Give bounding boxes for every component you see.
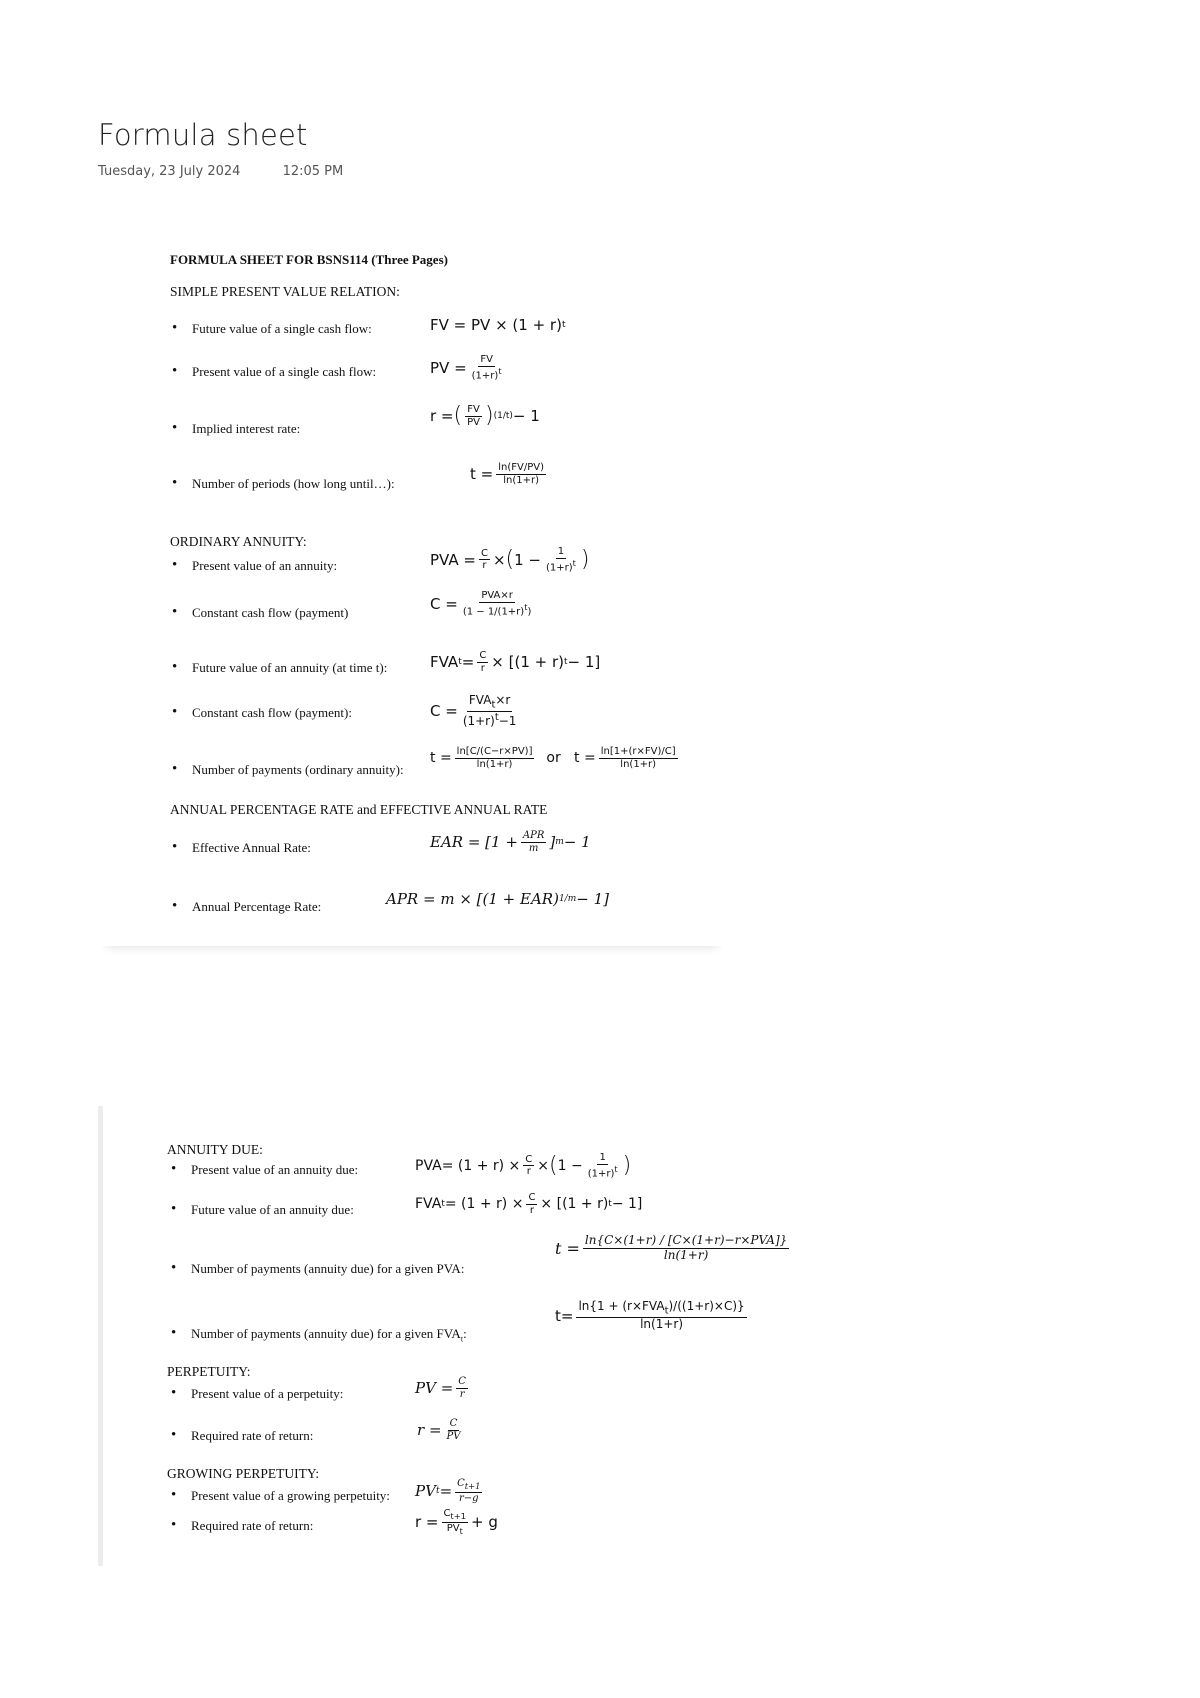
item-req-rate-2: • Required rate of return: [191,1518,313,1534]
formula-num-periods: t = $\frac{\ln(FV/PV)}{\ln(1+r)}$ [470,462,544,486]
item-pv-single: • Present value of a single cash flow: [192,364,376,380]
formula-num-pay-fva: t= $\frac{\ln\{1 + (r\times FVA_t)/((1+r)\times C)\}}{\ln(1+r)}$ [555,1299,745,1331]
item-pva: • Present value of an annuity: [192,558,337,574]
formula-num-payments-ord: t = $\frac{\ln[C/(C-r\times PV)]}{\ln(1+r)}$ or t = $\frac{\ln[1+(r\times FV)/C]}{\ln(1+r)}$ [430,746,676,770]
item-num-pay-pva: • Number of payments (annuity due) for a given PVA: [191,1261,464,1277]
item-fv-single: • Future value of a single cash flow: [192,321,372,337]
formula-implied-rate: r = ( $\frac{FV}{PV}$ ) (1/t) − 1 [430,403,540,428]
item-const-cf-2: • Constant cash flow (payment): [192,705,352,721]
item-num-pay-fva: • Number of payments (annuity due) for a given $FVA_t$: [191,1326,467,1344]
item-const-cf-1: • Constant cash flow (payment) [192,605,348,621]
formula-req-rate-1: r = $\frac{C}{PV}$ [417,1418,461,1442]
item-apr: • Annual Percentage Rate: [192,899,321,915]
item-num-periods: • Number of periods (how long until…): [192,476,395,492]
formula-fva: FVA t = $\frac{C}{r}$ × [(1 + r) t − 1] [430,650,601,674]
section-growing-perpetuity: GROWING PERPETUITY: [167,1466,320,1481]
sheet-heading: FORMULA SHEET FOR BSNS114 (Three Pages) [170,252,448,267]
page-time: 12:05 PM [282,164,344,179]
item-req-rate-1: • Required rate of return: [191,1428,313,1444]
item-num-pay-fva-label: Number of payments (annuity due) for a given FVA [191,1326,461,1341]
formula-ear: EAR = [1 + $\frac{\text{APR}}{m}$ ] m − 1 [430,830,591,854]
item-pv-perp: • Present value of a perpetuity: [191,1386,343,1402]
formula-pv-perp: PV = $\frac{C}{r}$ [415,1376,466,1400]
item-pv-growing: • Present value of a growing perpetuity: [191,1488,390,1504]
section-simple-pv: SIMPLE PRESENT VALUE RELATION: [170,284,400,299]
item-implied-rate: • Implied interest rate: [192,421,300,437]
formula-pva: PVA = $\frac{C}{r}$ × ( 1 − $\frac{1}{(1+r)^t}$ ) [430,546,590,573]
formula-apr: APR = m × [(1 + EAR) 1/m − 1] [386,890,609,908]
item-fva: • Future value of an annuity (at time t): [192,660,387,676]
item-fv-due: • Future value of an annuity due: [191,1202,354,1218]
section-ordinary-annuity: ORDINARY ANNUITY: [170,534,307,549]
page-date: Tuesday, 23 July 2024 [98,164,241,179]
formula-fv-single: FV = PV × (1 + r) t [430,316,566,334]
page-meta [98,164,343,179]
formula-const-cf-1: C = $\frac{\text{PVA×r}}{(1 - 1/(1+r)^t)}$ [430,590,532,617]
section-perpetuity: PERPETUITY: [167,1364,251,1379]
item-ear: • Effective Annual Rate: [192,840,311,856]
or-label: or [546,750,561,766]
formula-fv-due: FVA t = (1 + r) × $\frac{C}{r}$ × [(1 + r) t − 1] [415,1192,643,1216]
item-num-payments-ord: • Number of payments (ordinary annuity): [192,762,404,778]
formula-sheet-page-2 [98,1106,788,1566]
section-apr-ear: ANNUAL PERCENTAGE RATE and EFFECTIVE ANNUAL RATE [170,802,548,817]
formula-num-pay-pva: t = $\frac{\text{ln\{C×(1+r) / [C×(1+r)−r×PVA]\}}}{\ln(1+r)}$ [555,1233,788,1262]
formula-sheet-page-1 [98,236,726,946]
formula-pv-growing: PV t = $\frac{C_{t+1}}{r-g}$ [415,1478,481,1504]
page-title: Formula sheet [98,118,308,152]
formula-req-rate-2: r = $\frac{C_{t+1}}{PV_t}$ + g [415,1508,498,1536]
item-pv-due: • Present value of an annuity due: [191,1162,358,1178]
formula-pv-due: PVA= (1 + r) × $\frac{C}{r}$ × ( 1 − $\frac{1}{(1+r)^t}$ ) [415,1152,632,1179]
formula-pv-single: PV = $\frac{FV}{(1+r)^t}$ [430,354,502,381]
section-annuity-due: ANNUITY DUE: [167,1142,263,1157]
formula-const-cf-2: C = $\frac{FVA_t\times r}{(1+r)^t-1}$ [430,693,517,728]
